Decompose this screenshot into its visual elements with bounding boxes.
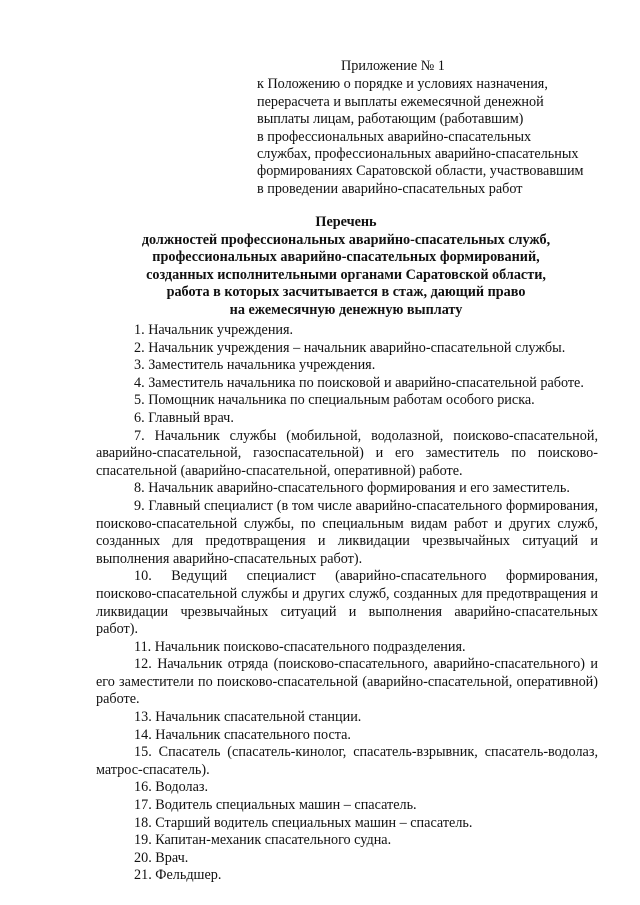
list-item: 18. Старший водитель специальных машин – спасатель. (134, 814, 473, 831)
appendix-line: службах, профессиональных аварийно-спасательных (257, 146, 579, 163)
appendix-line: формированиях Саратовской области, участвовавшим (257, 163, 584, 180)
list-item: 6. Главный врач. (134, 409, 234, 426)
list-item: 13. Начальник спасательной станции. (134, 709, 362, 726)
list-item: 5. Помощник начальника по специальным работам особого риска. (134, 392, 535, 409)
title-line: профессиональных аварийно-спасательных формирований, (152, 249, 540, 266)
list-item: 3. Заместитель начальника учреждения. (134, 357, 376, 374)
appendix-line: перерасчета и выплаты ежемесячной денежной (257, 93, 544, 110)
appendix-line: в профессиональных аварийно-спасательных (257, 128, 532, 145)
list-item: 14. Начальник спасательного поста. (134, 726, 351, 743)
list-item: 7. Начальник службы (мобильной, водолазной, поисково-спасательной, аварийно-спасательной, газоспасательной) и его заместитель по поисково-спасательной (аварийно-спасательной, оперативной) работе. (96, 427, 598, 479)
list-item: 20. Врач. (134, 849, 189, 866)
list-item: 21. Фельдшер. (134, 867, 222, 884)
list-item: 4. Заместитель начальника по поисковой и аварийно-спасательной работе. (134, 374, 584, 391)
list-item: 17. Водитель специальных машин – спасатель. (134, 797, 417, 814)
list-item: 19. Капитан-механик спасательного судна. (134, 832, 392, 849)
positions-list (96, 322, 598, 885)
appendix-number: Приложение № 1 (341, 58, 445, 74)
list-item: 15. Спасатель (спасатель-кинолог, спасатель-взрывник, спасатель-водолаз, матрос-спасатель). (96, 744, 598, 778)
title-line: Перечень (315, 214, 377, 230)
list-item: 2. Начальник учреждения – начальник аварийно-спасательной службы. (134, 339, 566, 356)
list-item: 1. Начальник учреждения. (134, 322, 294, 338)
appendix-header (257, 58, 617, 198)
list-item: 11. Начальник поисково-спасательного подразделения. (134, 638, 466, 655)
list-item: 10. Ведущий специалист (аварийно-спасательного формирования, поисково-спасательной службы и других служб, созданных для предотвращения и ликвидации чрезвычайных ситуаций и выполнения аварийно-спасательных работ). (96, 568, 598, 638)
list-item: 12. Начальник отряда (поисково-спасательного, аварийно-спасательного) и его заместители по поисково-спасательной (аварийно-спасательной, оперативной) работе. (96, 656, 598, 708)
title-line: должностей профессиональных аварийно-спасательных служб, (141, 231, 551, 248)
appendix-line: выплаты лицам, работающим (работавшим) (257, 111, 524, 128)
document-title (96, 214, 596, 320)
list-item: 16. Водолаз. (134, 779, 209, 796)
appendix-line: к Положению о порядке и условиях назначения, (257, 76, 548, 93)
title-line: работа в которых засчитывается в стаж, дающий право (166, 284, 526, 301)
list-item: 9. Главный специалист (в том числе аварийно-спасательного формирования, поисково-спасательной службы, по специальным видам работ и других служб, созданных для предотвращения и ликвидации чрезвычайных ситуаций и выполнения аварийно-спасательных работ). (96, 497, 598, 567)
list-item: 8. Начальник аварийно-спасательного формирования и его заместитель. (134, 480, 570, 497)
title-line: созданных исполнительными органами Саратовской области, (146, 266, 546, 283)
title-line: на ежемесячную денежную выплату (229, 301, 463, 318)
appendix-line: в проведении аварийно-спасательных работ (257, 180, 523, 197)
